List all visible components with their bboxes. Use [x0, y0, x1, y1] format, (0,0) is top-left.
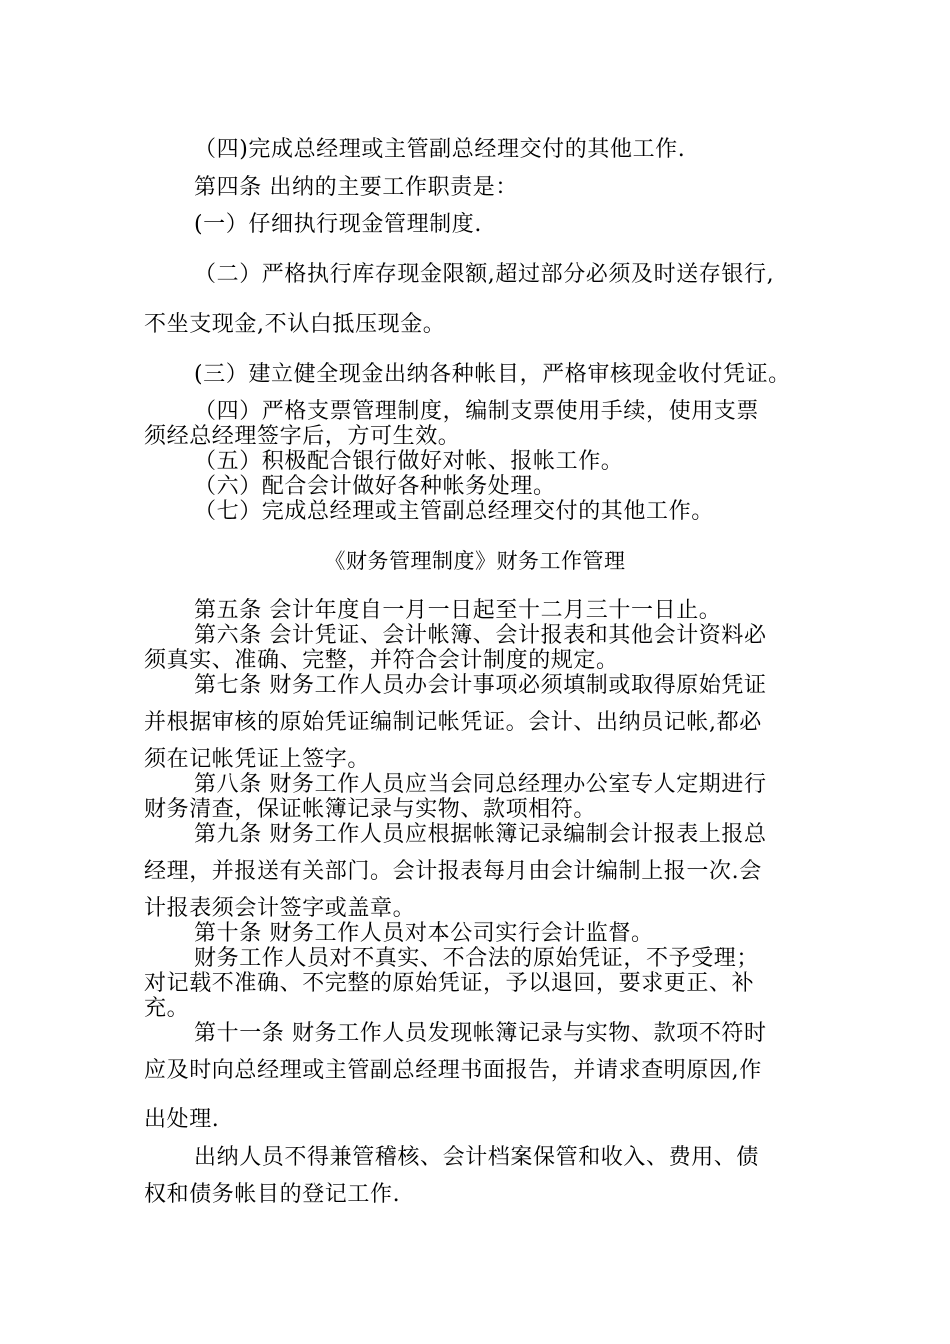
paragraph-line: 权和债务帐目的登记工作.: [144, 1182, 401, 1207]
paragraph-line: （四）严格支票管理制度，编制支票使用手续，使用支票: [194, 399, 760, 424]
paragraph-line: 财务工作人员对不真实、不合法的原始凭证，不予受理；: [194, 946, 760, 971]
paragraph-line: (三）建立健全现金出纳各种帐目，严格审核现金收付凭证。: [194, 362, 791, 387]
paragraph-line: 不坐支现金,不认白抵压现金。: [144, 312, 446, 337]
paragraph-line: （四)完成总经理或主管副总经理交付的其他工作.: [194, 137, 686, 162]
paragraph-line: 经理，并报送有关部门。会计报表每月由会计编制上报一次.会: [144, 859, 762, 884]
article-line: 第七条 财务工作人员办会计事项必须填制或取得原始凭证: [194, 673, 767, 698]
article-line: 第九条 财务工作人员应根据帐簿记录编制会计报表上报总: [194, 822, 767, 847]
paragraph-line: 充。: [144, 996, 190, 1021]
paragraph-line: 出纳人员不得兼管稽核、会计档案保管和收入、费用、债: [194, 1145, 760, 1170]
paragraph-line: （七）完成总经理或主管副总经理交付的其他工作。: [194, 499, 714, 524]
paragraph-line: （五）积极配合银行做好对帐、报帐工作。: [194, 449, 624, 474]
article-line: 第十条 财务工作人员对本公司实行会计监督。: [194, 921, 654, 946]
paragraph-line: 须经总经理签字后，方可生效。: [144, 424, 461, 449]
paragraph-line: 对记载不准确、不完整的原始凭证，予以退回，要求更正、补: [144, 971, 755, 996]
article-line: 第八条 财务工作人员应当会同总经理办公室专人定期进行: [194, 772, 767, 797]
paragraph-line: 须在记帐凭证上签字。: [144, 747, 371, 772]
paragraph-line: （二）严格执行库存现金限额,超过部分必须及时送存银行,: [194, 262, 775, 287]
article-line: 第五条 会计年度自一月一日起至十二月三十一日止。: [194, 598, 722, 623]
paragraph-line: 计报表须会计签字或盖章。: [144, 896, 416, 921]
paragraph-line: 出处理.: [144, 1107, 220, 1132]
article-line: 第六条 会计凭证、会计帐簿、会计报表和其他会计资料必: [194, 623, 767, 648]
paragraph-line: （六）配合会计做好各种帐务处理。: [194, 474, 556, 499]
section-title: 《财务管理制度》财务工作管理: [324, 549, 626, 573]
paragraph-line: 应及时向总经理或主管副总经理书面报告，并请求查明原因,作: [144, 1058, 762, 1083]
paragraph-line: 须真实、准确、完整，并符合会计制度的规定。: [144, 648, 619, 673]
paragraph-line: 并根据审核的原始凭证编制记帐凭证。会计、出纳员记帐,都必: [144, 710, 762, 735]
article-heading: 第四条 出纳的主要工作职责是：: [194, 175, 518, 200]
paragraph-line: (一）仔细执行现金管理制度.: [194, 212, 482, 237]
paragraph-line: 财务清查，保证帐簿记录与实物、款项相符。: [144, 797, 597, 822]
article-line: 第十一条 财务工作人员发现帐簿记录与实物、款项不符时: [194, 1021, 767, 1046]
